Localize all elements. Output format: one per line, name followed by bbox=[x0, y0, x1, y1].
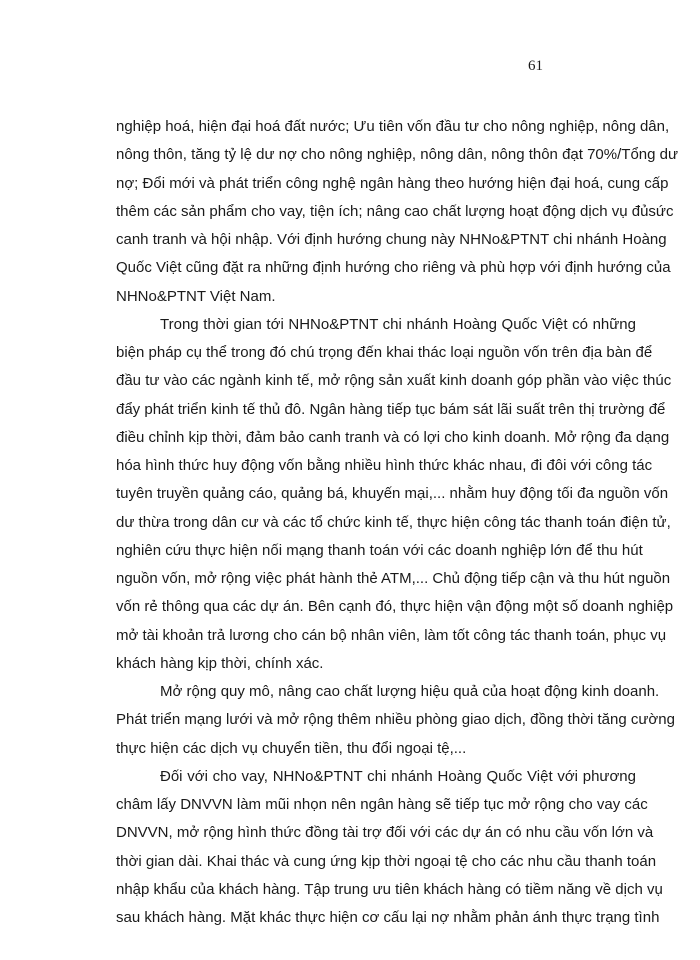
page-number: 61 bbox=[528, 58, 543, 74]
text-line: sau khách hàng. Mặt khác thực hiện cơ cấu lại nợ nhằm phản ánh thực trạng tình bbox=[116, 909, 660, 926]
text-line: tuyên truyền quảng cáo, quảng bá, khuyến mại,... nhằm huy động tối đa nguồn vốn bbox=[116, 485, 669, 503]
text-line: nghiệp hoá, hiện đại hoá đất nước; Ưu tiên vốn đầu tư cho nông nghiệp, nông dân, bbox=[116, 118, 670, 135]
text-line: nhập khẩu của khách hàng. Tập trung ưu tiên khách hàng có tiềm năng về dịch vụ bbox=[116, 880, 663, 898]
text-line: canh tranh và hội nhập. Với định hướng chung này NHNo&PTNT chi nhánh Hoàng bbox=[116, 231, 667, 248]
text-line: hóa hình thức huy động vốn bằng nhiều hình thức khác nhau, đi đôi với công tác bbox=[116, 457, 653, 474]
text-line: nông thôn, tăng tỷ lệ dư nợ cho nông nghiệp, nông dân, nông thôn đạt 70%/Tổng dư bbox=[116, 146, 679, 164]
text-line: khách hàng kịp thời, chính xác. bbox=[116, 654, 324, 672]
text-line: Mở rộng quy mô, nâng cao chất lượng hiệu quả của hoạt động kinh doanh. bbox=[160, 683, 660, 700]
text-line: Đối với cho vay, NHNo&PTNT chi nhánh Hoàng Quốc Việt với phương bbox=[160, 767, 636, 785]
text-line: nghiên cứu thực hiện nối mạng thanh toán với các doanh nghiệp lớn để thu hút bbox=[116, 541, 643, 559]
text-line: dư thừa trong dân cư và các tổ chức kinh tế, thực hiện công tác thanh toán điện tử, bbox=[116, 513, 671, 531]
text-line: nguồn vốn, mở rộng việc phát hành thẻ ATM,... Chủ động tiếp cận và thu hút nguồn bbox=[116, 570, 671, 587]
text-line: NHNo&PTNT Việt Nam. bbox=[116, 287, 276, 305]
text-line: thêm các sản phẩm cho vay, tiện ích; nâng cao chất lượng hoạt động dịch vụ đủsức bbox=[116, 202, 674, 220]
text-line: Phát triển mạng lưới và mở rộng thêm nhiều phòng giao dịch, đồng thời tăng cường bbox=[116, 711, 675, 729]
text-line: biện pháp cụ thể trong đó chú trọng đến khai thác loại nguồn vốn trên địa bàn để bbox=[116, 344, 653, 361]
text-line: đẩy phát triển kinh tế thủ đô. Ngân hàng tiếp tục bám sát lãi suất trên thị trường để bbox=[116, 400, 666, 418]
text-line: DNVVN, mở rộng hình thức đồng tài trợ đối với các dự án có nhu cầu vốn lớn và bbox=[116, 824, 654, 842]
text-line: nợ; Đổi mới và phát triển công nghệ ngân hàng theo hướng hiện đại hoá, cung cấp bbox=[116, 174, 669, 192]
text-line: thực hiện các dịch vụ chuyển tiền, thu đổi ngoại tệ,... bbox=[116, 739, 467, 757]
text-line: điều chỉnh kịp thời, đảm bảo canh tranh và có lợi cho kinh doanh. Mở rộng đa dạng bbox=[116, 428, 670, 446]
document-body bbox=[116, 113, 679, 932]
text-line: châm lấy DNVVN làm mũi nhọn nên ngân hàng sẽ tiếp tục mở rộng cho vay các bbox=[116, 796, 648, 813]
text-line: vốn rẻ thông qua các dự án. Bên cạnh đó, thực hiện vận động một số doanh nghiệp bbox=[116, 598, 674, 616]
text-line: Quốc Việt cũng đặt ra những định hướng cho riêng và phù hợp với định hướng của bbox=[116, 259, 671, 277]
text-line: Trong thời gian tới NHNo&PTNT chi nhánh Hoàng Quốc Việt có những bbox=[160, 315, 636, 333]
text-line: thời gian dài. Khai thác và cung ứng kịp thời ngoại tệ cho các nhu cầu thanh toán bbox=[116, 852, 657, 870]
text-line: đầu tư vào các ngành kinh tế, mở rộng sản xuất kinh doanh góp phần vào việc thúc bbox=[116, 372, 672, 390]
text-line: mở tài khoản trả lương cho cán bộ nhân viên, làm tốt công tác thanh toán, phục vụ bbox=[116, 626, 667, 644]
